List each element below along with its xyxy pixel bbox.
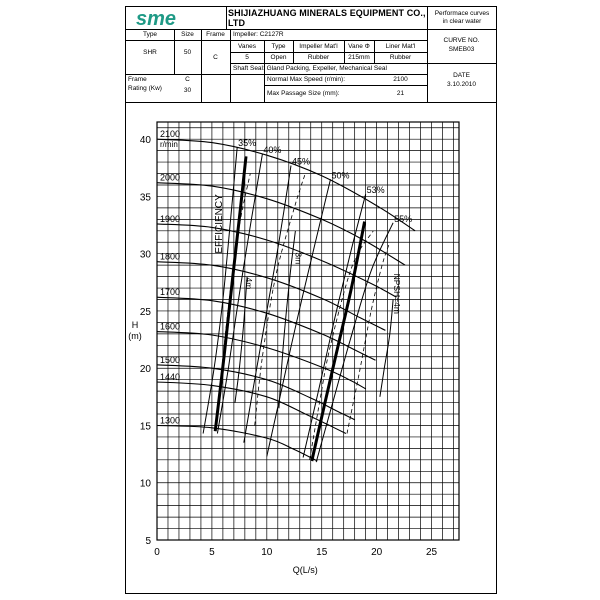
impeller-type-label: Type <box>271 43 286 50</box>
speed-label: 1600 <box>160 321 181 332</box>
y-tick-label: 15 <box>139 421 151 433</box>
efficiency-label: 35% <box>238 138 257 149</box>
logo-text: sme <box>136 9 177 27</box>
frame-rating-label-line1: Frame <box>128 76 147 83</box>
liner-material-value: Rubber <box>389 54 412 61</box>
x-tick-label: 25 <box>425 547 438 558</box>
impeller-material-label: Impeller Mat'l <box>299 43 338 50</box>
size-value: 50 <box>183 49 192 56</box>
x-tick-label: 20 <box>371 547 383 558</box>
efficiency-curve <box>244 166 291 443</box>
efficiency-label: 40% <box>263 145 282 156</box>
efficiency-curve <box>303 194 366 457</box>
y-tick-label: 20 <box>139 364 151 376</box>
frame-rating-frame: C <box>185 76 190 83</box>
speed-label: 1440 <box>160 371 181 382</box>
vane-diameter-label: Vane Φ <box>348 43 370 50</box>
speed-curve <box>157 426 317 462</box>
y-axis-label: (m) <box>128 331 142 342</box>
frame-rating-kw: 30 <box>183 87 192 94</box>
speed-label: 2000 <box>160 172 181 183</box>
impeller-type-value: Open <box>270 54 287 61</box>
efficiency-label: 53% <box>366 185 385 196</box>
max-passage-label: Max Passage Size (mm): <box>267 90 340 97</box>
max-passage-value: 21 <box>396 90 405 97</box>
frame-label: Frame <box>206 31 225 38</box>
annotation-label: EFFICIENCY <box>213 194 225 254</box>
max-speed-value: 2100 <box>393 76 408 83</box>
annotation-label: NPSH=4m <box>392 273 403 314</box>
type-value: SHR <box>143 49 157 56</box>
efficiency-label: 55% <box>394 213 413 224</box>
x-tick-label: 10 <box>261 547 273 558</box>
annotation-label: 4m <box>243 277 254 290</box>
y-tick-label: 10 <box>139 478 151 490</box>
speed-label: 1700 <box>160 287 181 298</box>
y-tick-label: 35 <box>139 192 151 204</box>
size-label: Size <box>181 31 194 38</box>
curve-no-label: CURVE NO. <box>443 37 480 44</box>
vanes-value: 5 <box>245 54 249 61</box>
y-tick-label: 25 <box>139 306 151 318</box>
speed-label: 2100 <box>160 129 181 140</box>
impeller-material-value: Rubber <box>307 54 330 61</box>
x-axis-label: Q(L/s) <box>292 565 318 575</box>
max-speed-label: Normal Max Speed (r/min): <box>267 76 346 83</box>
y-axis-label: H <box>131 320 139 331</box>
type-label: Type <box>142 31 158 38</box>
company-name: SHIJIAZHUANG MINERALS EQUIPMENT CO., LTD <box>228 8 426 28</box>
vanes-label: Vanes <box>238 43 256 50</box>
impeller-label: Impeller: C2127R <box>233 31 284 38</box>
shaft-seal: Shaft Seal: Gland Packing, Expeller, Mechanical Seal <box>233 65 387 72</box>
efficiency-label: 50% <box>331 170 350 181</box>
y-tick-label: 30 <box>139 249 151 261</box>
y-tick-label: 5 <box>145 536 151 547</box>
date-label: DATE <box>453 72 470 79</box>
vane-diameter-value: 215mm <box>348 54 370 61</box>
speed-label: r/min <box>160 140 178 150</box>
efficiency-label: 45% <box>291 156 310 167</box>
annotation-label: 3m <box>293 252 304 265</box>
npsh-curve <box>279 231 296 408</box>
speed-label: 1900 <box>160 213 181 224</box>
performance-note-line2: in clear water <box>442 18 482 25</box>
speed-label: 1500 <box>160 354 181 365</box>
x-tick-label: 0 <box>154 547 160 558</box>
speed-label: 1800 <box>160 251 181 262</box>
liner-material-label: Liner Mat'l <box>385 43 416 50</box>
x-tick-label: 15 <box>316 547 328 558</box>
frame-rating-label-line2: Rating (Kw) <box>128 85 162 92</box>
operating-limit-curve <box>312 222 365 461</box>
x-tick-label: 5 <box>209 547 215 558</box>
speed-label: 1300 <box>160 415 181 426</box>
date-value: 3.10.2010 <box>447 81 476 88</box>
y-tick-label: 40 <box>139 135 151 147</box>
npsh-curve <box>380 300 393 397</box>
curve-no-value: SMEB03 <box>448 46 475 53</box>
frame-value: C <box>213 54 218 61</box>
performance-note-line1: Performace curves <box>434 10 490 17</box>
